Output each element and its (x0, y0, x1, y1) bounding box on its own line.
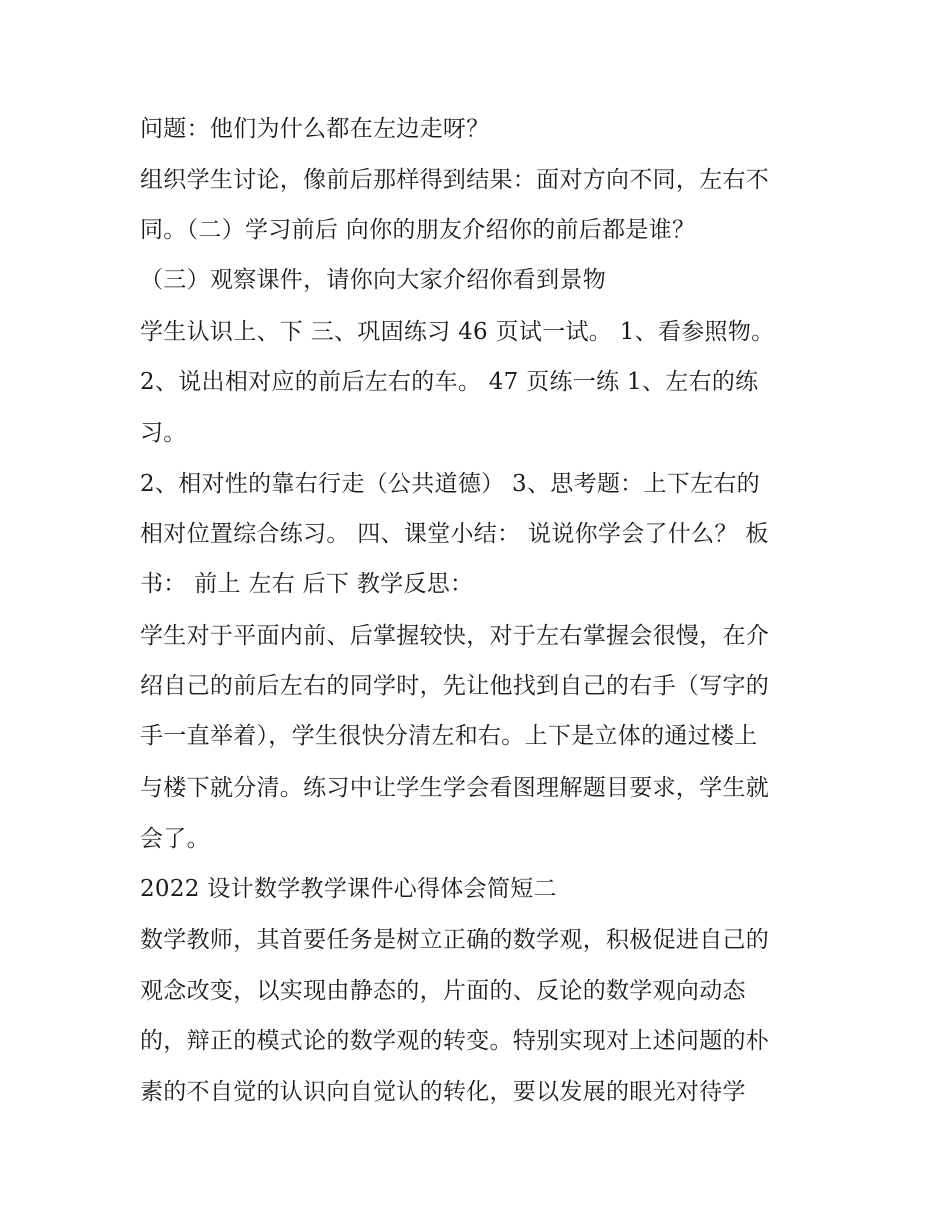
text-line: 观念改变，以实现由静态的，片面的、反论的数学观向动态 (140, 978, 746, 1004)
text-line: 习。 (140, 420, 187, 446)
text-line: 相对位置综合练习。 四、课堂小结： 说说你学会了什么？ 板 (140, 521, 769, 547)
text-line: 学生对于平面内前、后掌握较快，对于左右掌握会很慢，在介 (140, 623, 770, 649)
text-line: 学生认识上、下 三、巩固练习 46 页试一试。 1、看参照物。 (140, 319, 775, 345)
text-line: 同。（二）学习前后 向你的朋友介绍你的前后都是谁？ (140, 217, 696, 243)
text-line: 问题：他们为什么都在左边走呀？ (140, 116, 490, 142)
text-line: 会了。 (140, 826, 210, 852)
text-line: 组织学生讨论，像前后那样得到结果：面对方向不同，左右不 (140, 167, 770, 193)
text-line: 绍自己的前后左右的同学时，先让他找到自己的右手（写字的 (140, 673, 770, 699)
text-line: 与楼下就分清。练习中让学生学会看图理解题目要求，学生就 (140, 775, 770, 801)
text-line: 2、相对性的靠右行走（公共道德） 3、思考题：上下左右的 (140, 471, 760, 497)
text-line: 数学教师，其首要任务是树立正确的数学观，积极促进自己的 (140, 927, 770, 953)
section-heading: 2022 设计数学教学课件心得体会简短二 (140, 876, 557, 902)
text-line: （三）观察课件，请你向大家介绍你看到景物 (140, 267, 606, 293)
text-line: 书： 前上 左右 后下 教学反思： (140, 571, 474, 597)
text-line: 2、说出相对应的前后左右的车。 47 页练一练 1、左右的练 (140, 369, 759, 395)
text-line: 素的不自觉的认识向自觉认的转化，要以发展的眼光对待学 (140, 1079, 746, 1105)
text-line: 手一直举着），学生很快分清左和右。上下是立体的通过楼上 (140, 723, 758, 749)
text-line: 的，辩正的模式论的数学观的转变。特别实现对上述问题的朴 (140, 1028, 770, 1054)
